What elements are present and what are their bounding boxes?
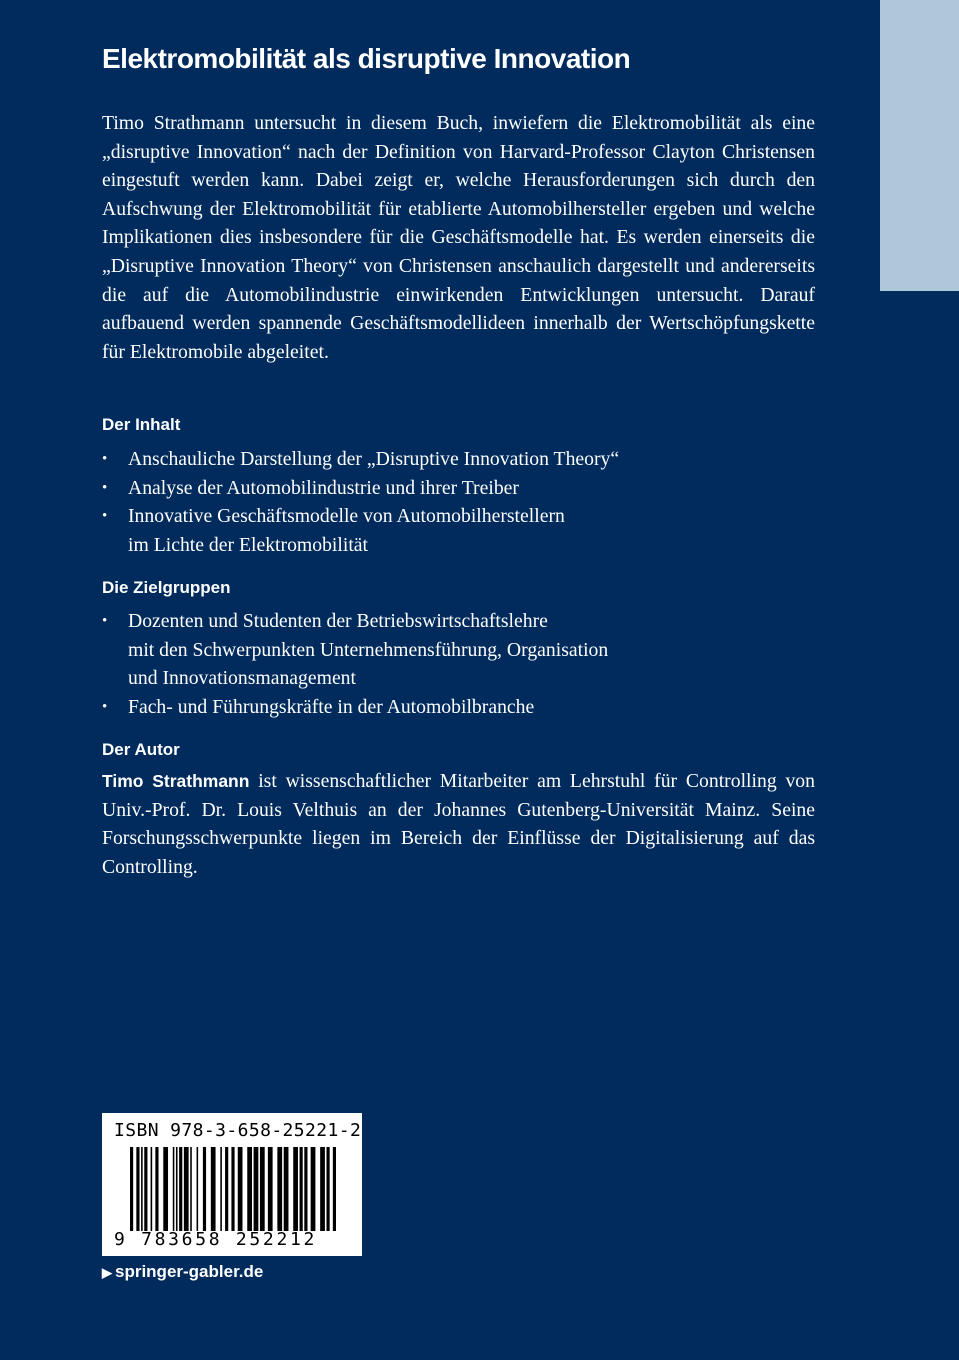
barcode-bar (220, 1147, 222, 1231)
list-item-line: • Innovative Geschäftsmodelle von Automobilherstellern (128, 505, 565, 528)
list-item (102, 474, 619, 503)
inhalt-heading: Der Inhalt (102, 415, 181, 434)
author-bio: ist wissenschaftlicher Mitarbeiter am Lehrstuhl für Controlling von Univ.-Prof. Dr. Louis Velthuis an der Johannes Gutenberg-Universität Mainz. Seine Forschungsschwerpunkte liegen im Bereich der Einflüsse der Digitalisierung auf das Controlling. (102, 770, 815, 878)
book-title: Elektromobilität als disruptive Innovation (102, 43, 631, 74)
barcode-bar (238, 1147, 243, 1231)
barcode-bar (277, 1147, 282, 1231)
barcode-bar (190, 1147, 192, 1231)
author-name: Timo Strathmann (102, 771, 250, 791)
barcode-bar (155, 1147, 158, 1231)
barcode-bar (163, 1147, 168, 1231)
autor-heading: Der Autor (102, 740, 180, 759)
barcode-bar (300, 1147, 303, 1231)
barcode-bar (293, 1147, 298, 1231)
isbn-label: ISBN 978-3-658-25221-2 (114, 1120, 362, 1141)
list-item-line: mit den Schwerpunkten Unternehmensführung, Organisation (128, 638, 609, 661)
play-arrow-icon: ▶ (102, 1265, 112, 1280)
barcode-bar (326, 1147, 329, 1231)
barcode-bar (197, 1147, 199, 1231)
zielgruppen-heading: Die Zielgruppen (102, 578, 231, 597)
zielgruppen-list (102, 607, 608, 721)
isbn-digits: 9 783658 252212 (114, 1229, 318, 1250)
isbn-barcode (102, 1113, 362, 1256)
barcode-bar (179, 1147, 182, 1231)
barcode-bar (260, 1147, 265, 1231)
author-paragraph (102, 767, 815, 881)
barcode-bar (311, 1147, 316, 1231)
list-item (102, 502, 619, 559)
barcode-bar (173, 1147, 175, 1231)
list-item-line: • Analyse der Automobilindustrie und ihrer Treiber (128, 476, 519, 499)
list-item-line: und Innovationsmanagement (128, 667, 356, 690)
barcode-bar (141, 1147, 143, 1231)
barcode-bar (268, 1147, 273, 1231)
barcode-bar (304, 1147, 307, 1231)
inhalt-list (102, 445, 619, 559)
barcode-bar (247, 1147, 252, 1231)
barcode-bar (284, 1147, 289, 1231)
barcode-bar (211, 1147, 216, 1231)
barcode-bar (333, 1147, 336, 1231)
barcode-bar (136, 1147, 139, 1231)
publisher-website[interactable] (102, 1262, 263, 1282)
barcode-bars (130, 1147, 340, 1231)
intro-paragraph: Timo Strathmann untersucht in diesem Buch, inwiefern die Elektromobilität als eine „disruptive Innovation“ nach der Definition von Harvard-Professor Clayton Christensen eingestuft werden kann. Dabei zeigt er, welche Herausforderungen sich durch den Aufschwung der Elektromobilität für etablierte Automobilhersteller ergeben und welche Implikationen dies insbesondere für die Geschäftsmodelle hat. Es werden einerseits die „Disruptive Innovation Theory“ von Christensen anschaulich dargestellt und andererseits die auf die Automobilindustrie einwirkenden Entwicklungen untersucht. Darauf aufbauend werden spannende Geschäftsmodellideen innerhalb der Wertschöpfungskette für Elektromobile abgeleitet. (102, 112, 815, 363)
barcode-bar (151, 1147, 153, 1231)
color-tab (880, 0, 959, 291)
barcode-bar (176, 1147, 178, 1231)
list-item-line: im Lichte der Elektromobilität (128, 533, 369, 556)
list-item-line: • Anschauliche Darstellung der „Disruptive Innovation Theory“ (128, 448, 620, 470)
list-item-line: • Dozenten und Studenten der Betriebswirtschaftslehre (128, 610, 548, 632)
list-item-line: • Fach- und Führungskräfte in der Automobilbranche (128, 695, 535, 718)
barcode-bar (184, 1147, 189, 1231)
barcode-bar (203, 1147, 206, 1231)
list-item (102, 693, 608, 722)
barcode-bar (225, 1147, 228, 1231)
website-url: springer-gabler.de (115, 1262, 264, 1281)
barcode-bar (231, 1147, 234, 1231)
list-item (102, 445, 619, 474)
barcode-bar (144, 1147, 147, 1231)
list-item (102, 607, 608, 693)
barcode-bar (320, 1147, 325, 1231)
barcode-bar (254, 1147, 259, 1231)
barcode-bar (130, 1147, 133, 1231)
